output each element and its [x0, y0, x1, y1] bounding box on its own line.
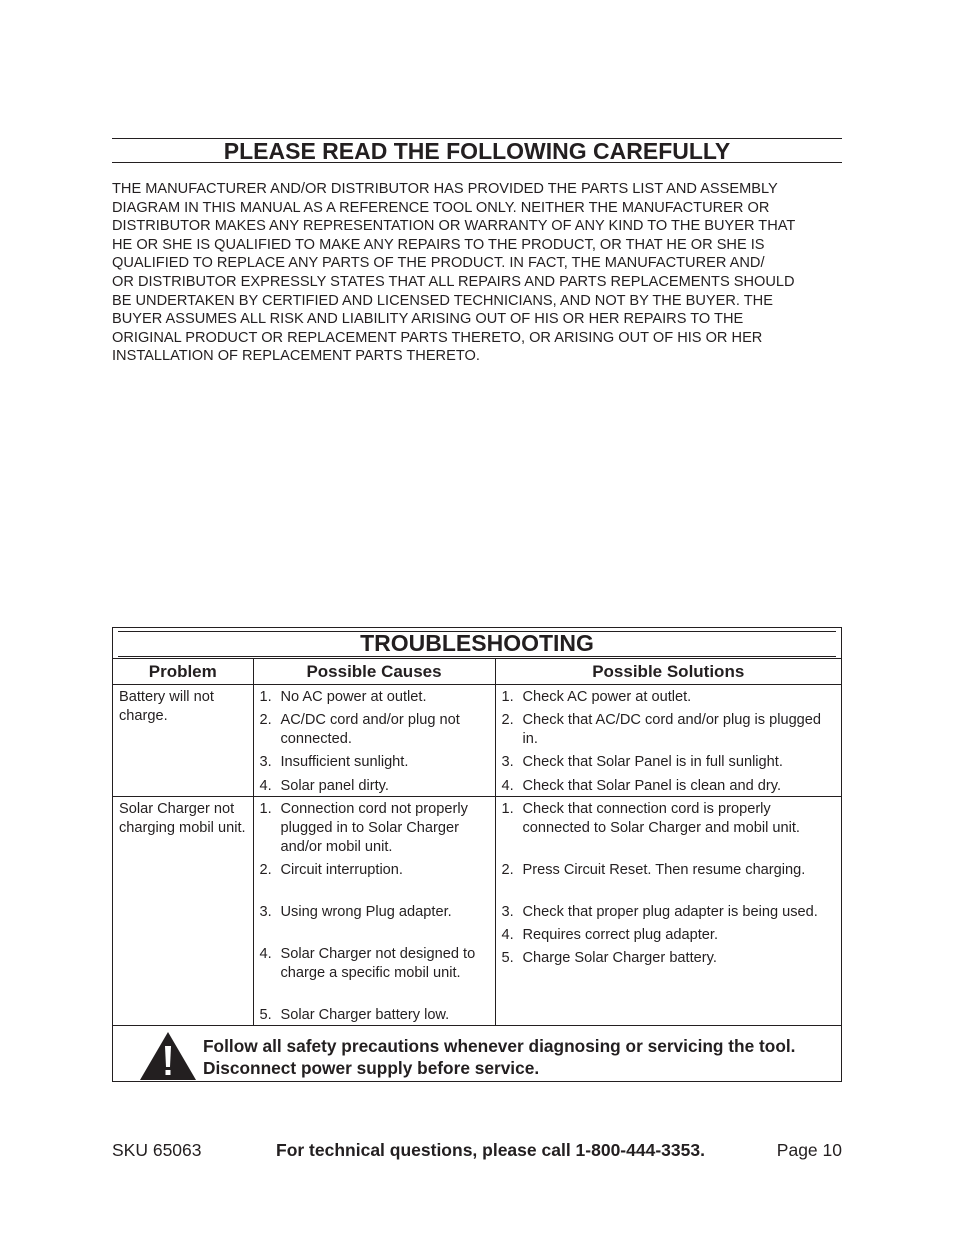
list-item: 2. AC/DC cord and/or plug not connected.: [259, 712, 460, 747]
tech-support-text: For technical questions, please call 1-800-444-3353.: [276, 1140, 705, 1160]
list-item: 3. Check that proper plug adapter is being used.: [501, 904, 818, 920]
list-item: 1. Check that connection cord is properly connected to Solar Charger and mobil unit.: [501, 801, 800, 836]
causes-cell: [253, 685, 495, 797]
problem-cell: Solar Charger not charging mobil unit.: [113, 797, 253, 1026]
solutions-cell: [495, 797, 841, 1026]
warning-exclamation-triangle-icon: [139, 1031, 197, 1081]
page-number: Page 10: [776, 1140, 842, 1160]
list-item: 4. Solar panel dirty.: [259, 778, 389, 794]
list-item: 4. Solar Charger not designed to charge a specific mobil unit.: [259, 946, 476, 981]
header-problem: Problem: [113, 659, 253, 685]
notice-body: THE MANUFACTURER AND/OR DISTRIBUTOR HAS PROVIDED THE PARTS LIST AND ASSEMBLY DIAGRAM IN THIS MANUAL AS A REFERENCE TOOL ONLY. NEITHER THE MANUFACTURER OR DISTRIBUTOR MAKES ANY REPRESENTATION OR WARRANTY OF ANY KIND TO THE BUYER THAT HE OR SHE IS QUALIFIED TO MAKE ANY REPAIRS TO THE PRODUCT, OR THAT HE OR SHE IS QUALIFIED TO REPLACE ANY PARTS OF THE PRODUCT. IN FACT, THE MANUFACTURER AND/ OR DISTRIBUTOR EXPRESSLY STATES THAT ALL REPAIRS AND PARTS REPLACEMENTS SHOULD BE UNDERTAKEN BY CERTIFIED AND LICENSED TECHNICIANS, AND NOT BY THE BUYER. THE BUYER ASSUMES ALL RISK AND LIABILITY ARISING OUT OF HIS OR HER REPAIRS TO THE ORIGINAL PRODUCT OR REPLACEMENT PARTS THERETO, OR ARISING OUT OF HIS OR HER INSTALLATION OF REPLACEMENT PARTS THERETO.: [112, 181, 796, 365]
list-item: 1. No AC power at outlet.: [259, 689, 427, 705]
header-causes: Possible Causes: [253, 659, 495, 685]
list-item: 4. Check that Solar Panel is clean and dry.: [501, 778, 782, 794]
warning-text: Follow all safety precautions whenever diagnosing or servicing the tool. Disconnect power supply before service.: [203, 1036, 796, 1078]
list-item: 2. Press Circuit Reset. Then resume charging.: [501, 862, 806, 878]
warning-row: [113, 1026, 841, 1081]
table-header-row: [113, 659, 841, 685]
problem-cell: Battery will not charge.: [113, 685, 253, 797]
sku-label: SKU 65063: [112, 1140, 202, 1160]
list-item: 2. Check that AC/DC cord and/or plug is plugged in.: [501, 712, 822, 747]
list-item: 3. Insufficient sunlight.: [259, 754, 409, 770]
table-row: [113, 685, 841, 797]
notice-title: PLEASE READ THE FOLLOWING CAREFULLY: [112, 138, 842, 163]
causes-cell: [253, 797, 495, 1026]
list-item: 1. Check AC power at outlet.: [501, 689, 692, 705]
list-item: 3. Using wrong Plug adapter.: [259, 904, 452, 920]
list-item: 4. Requires correct plug adapter.: [501, 927, 719, 943]
list-item: 2. Circuit interruption.: [259, 862, 403, 878]
list-item: 5. Charge Solar Charger battery.: [501, 950, 717, 966]
troubleshooting-title: TROUBLESHOOTING: [118, 631, 836, 657]
list-item: 5. Solar Charger battery low.: [259, 1007, 450, 1023]
list-item: 1. Connection cord not properly plugged in to Solar Charger and/or mobil unit.: [259, 801, 468, 855]
troubleshooting-box: [112, 627, 842, 1082]
page-footer: [112, 1140, 842, 1162]
solutions-cell: [495, 685, 841, 797]
header-solutions: Possible Solutions: [495, 659, 841, 685]
troubleshooting-table: [113, 658, 841, 1026]
list-item: 3. Check that Solar Panel is in full sunlight.: [501, 754, 783, 770]
notice-section: [112, 138, 842, 366]
table-row: [113, 797, 841, 1026]
